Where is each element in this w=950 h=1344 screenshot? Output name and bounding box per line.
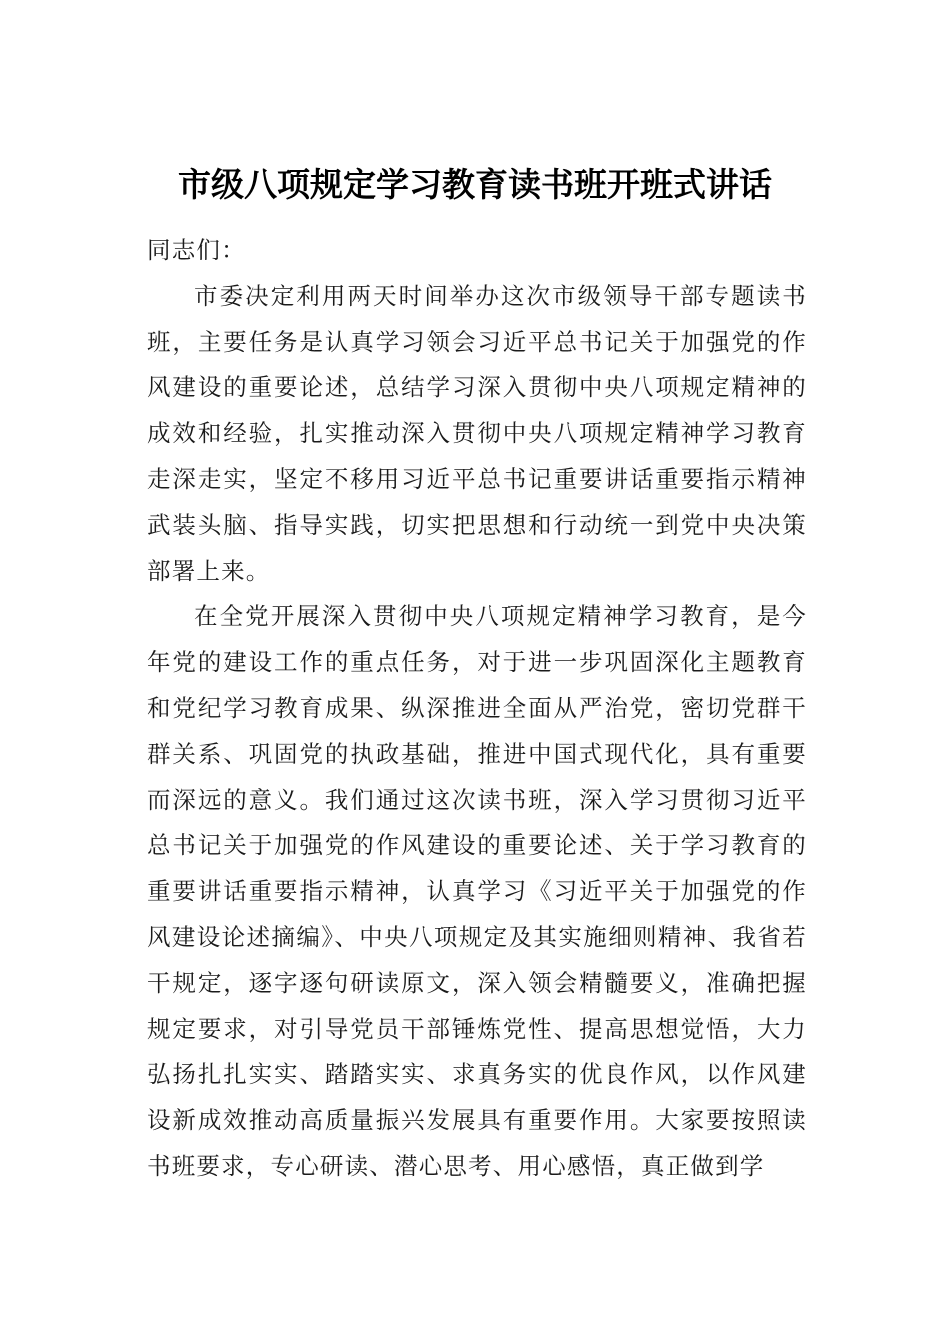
- salutation: 同志们：: [147, 236, 246, 264]
- document-body: [147, 228, 807, 1190]
- paragraph-1: 市委决定利用两天时间举办这次市级领导干部专题读书班，主要任务是认真学习领会习近平总书记关于加强党的作风建设的重要论述，总结学习深入贯彻中央八项规定精神的成效和经验，扎实推动深入贯彻中央八项规定精神学习教育走深走实，坚定不移用习近平总书记重要讲话重要指示精神武装头脑、指导实践，切实把思想和行动统一到党中央决策部署上来。: [147, 281, 807, 585]
- document-title: 市级八项规定学习教育读书班开班式讲话: [178, 165, 772, 204]
- paragraph-2: 在全党开展深入贯彻中央八项规定精神学习教育，是今年党的建设工作的重点任务，对于进一步巩固深化主题教育和党纪学习教育成果、纵深推进全面从严治党，密切党群干群关系、巩固党的执政基础，推进中国式现代化，具有重要而深远的意义。我们通过这次读书班，深入学习贯彻习近平总书记关于加强党的作风建设的重要论述、关于学习教育的重要讲话重要指示精神，认真学习《习近平关于加强党的作风建设论述摘编》、中央八项规定及其实施细则精神、我省若干规定，逐字逐句研读原文，深入领会精髓要义，准确把握规定要求，对引导党员干部锤炼党性、提高思想觉悟，大力弘扬扎扎实实、踏踏实实、求真务实的优良作风，以作风建设新成效推动高质量振兴发展具有重要作用。大家要按照读书班要求，专心研读、潜心思考、用心感悟，真正做到学: [147, 602, 807, 1180]
